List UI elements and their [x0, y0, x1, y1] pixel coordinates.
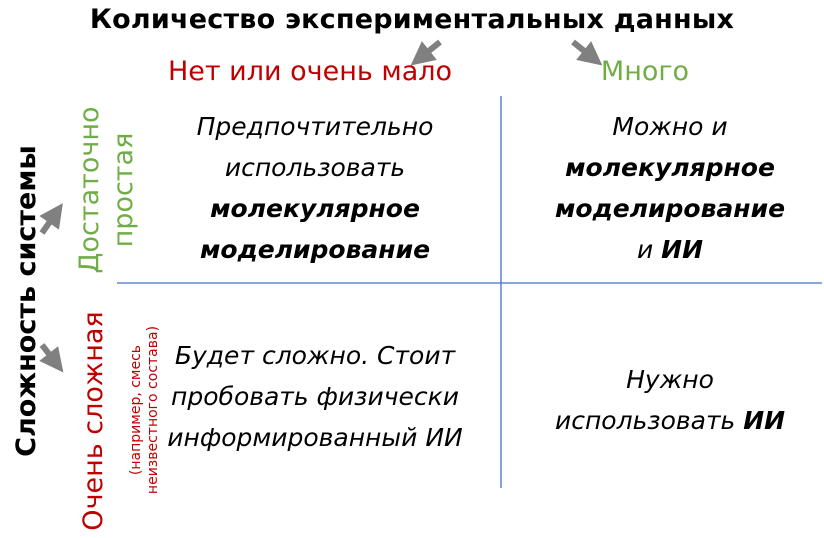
- row-label-complex-note-line2: неизвестного состава): [145, 325, 161, 495]
- axis-title-system-complexity: Сложность системы: [11, 145, 42, 457]
- cell-complex-high-use: использовать: [554, 406, 744, 435]
- cell-complex-high-line1: Нужно: [626, 365, 714, 394]
- cell-simple-high-line4: [520, 229, 820, 270]
- cell-simple-low-line4: моделирование: [199, 235, 431, 264]
- row-label-simple-line2: простая: [108, 132, 139, 248]
- cell-simple-high-line1: Можно и: [612, 112, 728, 141]
- arrow-down-icon: [42, 345, 56, 363]
- cell-simple-low-line1: Предпочтительно: [196, 112, 434, 141]
- cell-simple-low-line3: молекулярное: [210, 194, 420, 223]
- row-label-complex: Очень сложная: [78, 311, 109, 531]
- cell-simple-high-line3: моделирование: [554, 194, 786, 223]
- cell-simple-high-line2: молекулярное: [565, 153, 775, 182]
- row-label-complex-note-line1: (например, смесь: [128, 344, 144, 476]
- row-label-simple-line1: Достаточно: [74, 106, 105, 274]
- cell-simple-high-and: и: [636, 235, 662, 264]
- axis-title-experimental-data: Количество экспериментальных данных: [89, 4, 735, 35]
- cell-simple-high-data: [520, 106, 820, 270]
- cell-complex-high-ai: ИИ: [743, 406, 786, 435]
- cell-complex-high-data: [520, 359, 820, 441]
- cell-complex-low-line3: информированный ИИ: [167, 423, 463, 452]
- cell-complex-low-line2: пробовать физически: [171, 382, 459, 411]
- arrow-up-icon: [42, 213, 56, 233]
- cell-simple-high-ai: ИИ: [661, 235, 704, 264]
- column-label-low-data: Нет или очень мало: [167, 56, 453, 87]
- cell-simple-low-data: [140, 106, 490, 270]
- row-label-simple: [73, 100, 141, 280]
- cell-complex-high-line2: [520, 400, 820, 441]
- column-label-high-data: Много: [600, 56, 690, 87]
- cell-complex-low-data: [130, 335, 500, 458]
- cell-complex-low-line1: Будет сложно. Стоит: [174, 341, 456, 370]
- cell-simple-low-line2: использовать: [224, 153, 406, 182]
